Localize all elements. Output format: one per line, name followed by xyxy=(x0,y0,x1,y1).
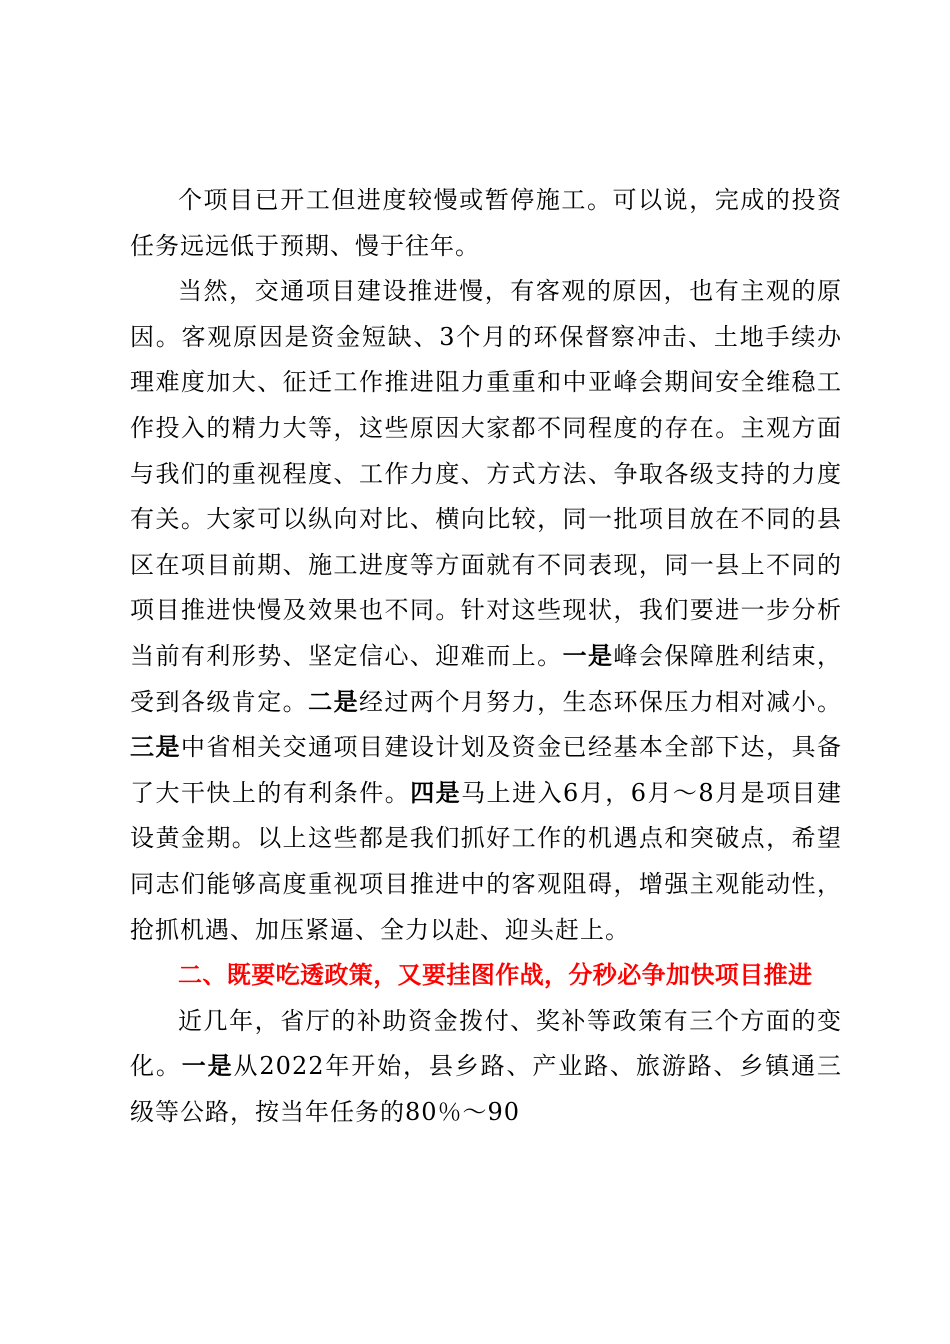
point-4-label: 四是 xyxy=(410,778,462,807)
point-1-text: 峰会保障胜利结束，受到各级肯定。 xyxy=(130,641,843,716)
point-1-label: 一是 xyxy=(562,641,614,670)
paragraph-2-intro: 当然，交通项目建设推进慢，有客观的原因，也有主观的原因。客观原因是资金短缺、3个月的环保督察冲击、土地手续办理难度加大、征迁工作推进阻力重重和中亚峰会期间安全维稳工作投入的精力大等，这些原因大家都不同程度的存在。主观方面与我们的重视程度、工作力度、方式方法、争取各级支持的力度有关。大家可以纵向对比、横向比较，同一批项目放在不同的县区在项目前期、施工进度等方面就有不同表现，同一县上不同的项目推进快慢及效果也不同。针对这些现状，我们要进一步分析当前有利形势、坚定信心、迎难而上。 xyxy=(130,277,842,670)
point-2-text: 经过两个月努力，生态环保压力相对减小。 xyxy=(359,687,843,716)
section-heading-2: 二、既要吃透政策，又要挂图作战，分秒必争加快项目推进 xyxy=(178,961,813,990)
point-3-label: 三是 xyxy=(130,733,181,762)
policy-point-1-label: 一是 xyxy=(181,1052,234,1081)
point-4-text: 马上进入6月，6月～8月是项目建设黄金期。以上这些都是我们抓好工作的机遇点和突破点，希望同志们能够高度重视项目推进中的客观阻碍，增强主观能动性，抢抓机遇、加压紧逼、全力以赴、迎头赶上。 xyxy=(130,778,843,944)
point-3-text: 中省相关交通项目建设计划及资金已经基本全部下达，具备了大干快上的有利条件。 xyxy=(130,733,842,807)
paragraph-policy-changes xyxy=(130,999,842,1136)
paragraph-1-text: 个项目已开工但进度较慢或暂停施工。可以说，完成的投资任务远远低于预期、慢于往年。 xyxy=(130,186,842,260)
document-body xyxy=(130,178,842,1135)
policy-point-1-text: 从2022年开始，县乡路、产业路、旅游路、乡镇通三级等公路，按当年任务的80％～90 xyxy=(130,1052,843,1126)
paragraph-project-progress xyxy=(130,178,842,269)
paragraph-3-intro: 近几年，省厅的补助资金拨付、奖补等政策有三个方面的变化。 xyxy=(130,1006,842,1081)
point-2-label: 二是 xyxy=(308,687,360,716)
paragraph-reasons xyxy=(130,269,842,953)
